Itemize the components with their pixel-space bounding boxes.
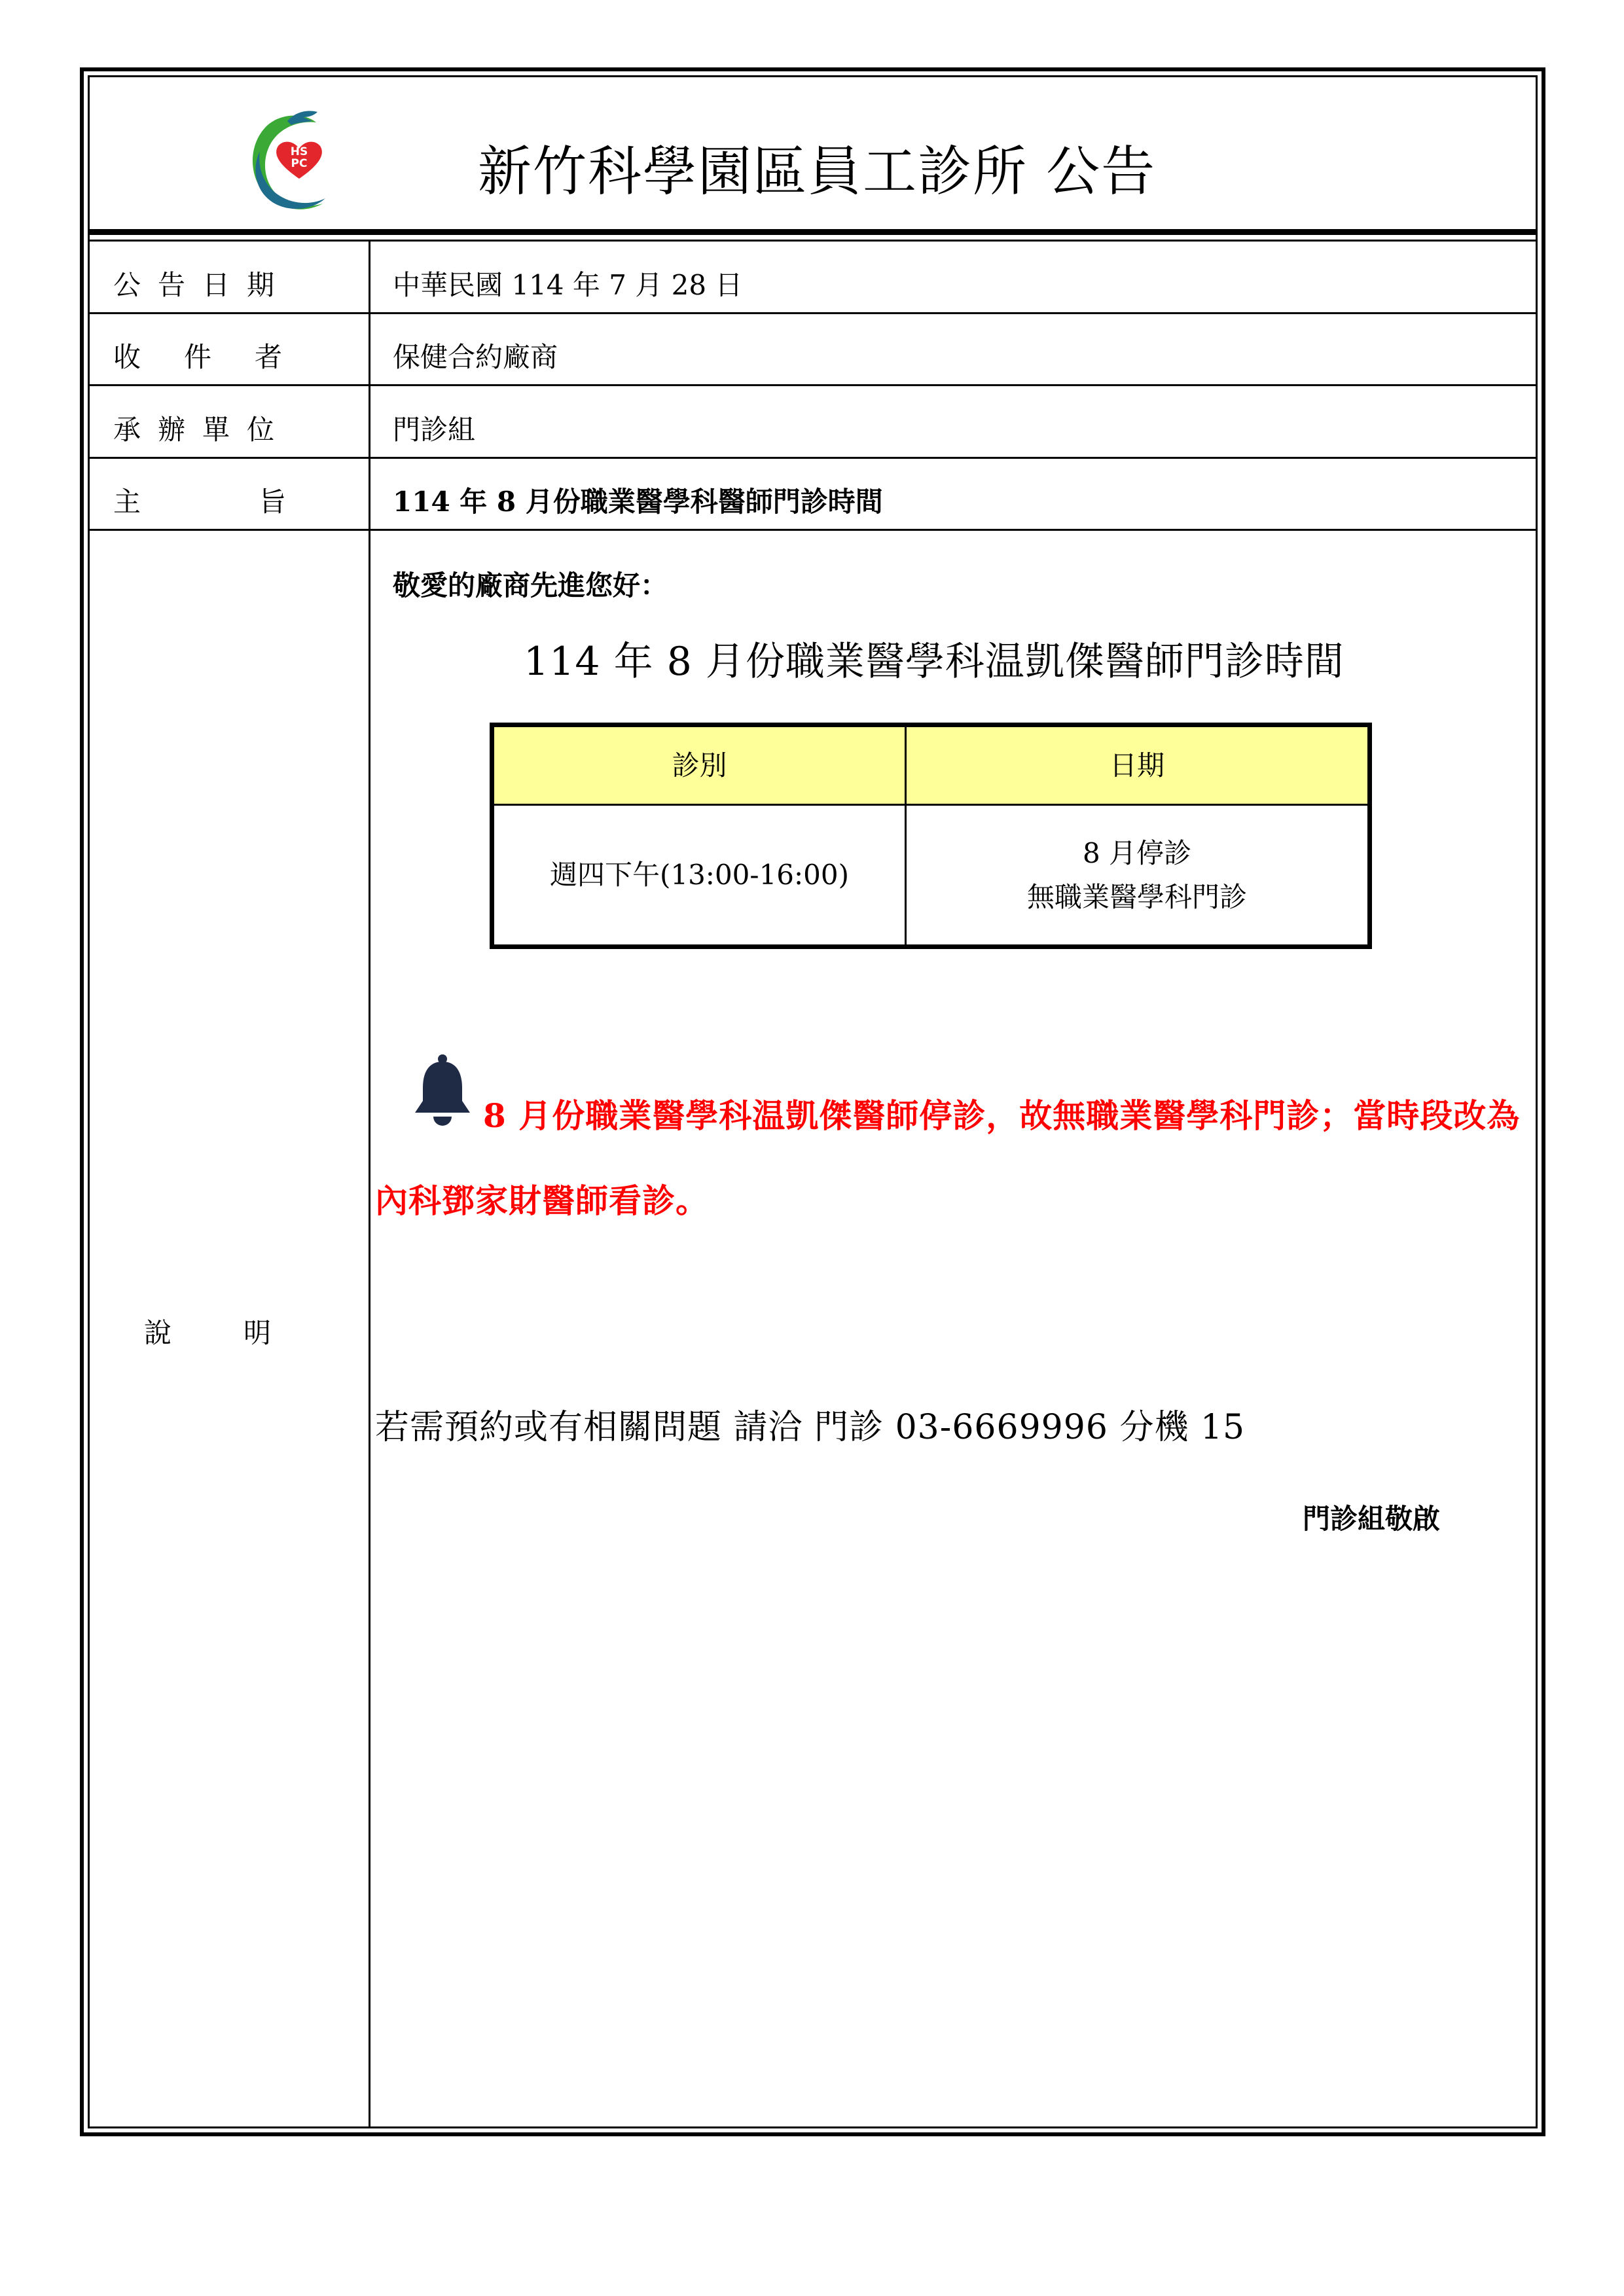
row-divider	[90, 312, 1536, 314]
header-divider	[90, 229, 1536, 235]
schedule-heading: 114 年 8 月份職業醫學科温凱傑醫師門診時間	[524, 639, 1344, 685]
svg-text:HS: HS	[290, 145, 308, 158]
row-divider	[90, 457, 1536, 459]
date-value: 中華民國 114 年 7 月 28 日	[393, 269, 743, 301]
subject-value: 114 年 8 月份職業醫學科醫師門診時間	[393, 486, 883, 518]
notice-text: 8 月份職業醫學科温凱傑醫師停診，故無職業醫學科門診；當時段改為內科鄧家財醫師看診。	[375, 1096, 1521, 1220]
schedule-date-line: 8 月停診	[1082, 836, 1192, 869]
schedule-cell-date	[907, 806, 1367, 944]
contact-info: 若需預約或有相關問題 請洽 門診 03-6669996 分機 15	[375, 1408, 1246, 1447]
svg-text:PC: PC	[291, 157, 308, 170]
signature: 門診組敬啟	[1303, 1503, 1441, 1535]
page-title: 新竹科學園區員工診所 公告	[478, 141, 1157, 203]
row-divider	[90, 384, 1536, 386]
greeting: 敬愛的廠商先進您好：	[393, 569, 668, 601]
unit-value: 門診組	[393, 414, 476, 446]
row-divider	[90, 529, 1536, 531]
schedule-date-line: 無職業醫學科門診	[1026, 881, 1247, 913]
row-divider	[90, 240, 1536, 242]
unit-label: 承辦單位	[113, 414, 292, 446]
schedule-table	[490, 723, 1372, 949]
schedule-header-session: 診別	[494, 727, 907, 806]
recipient-label: 收件者	[113, 341, 326, 373]
date-label: 公告日期	[113, 269, 292, 301]
description-label: 說明	[144, 1317, 344, 1349]
recipient-value: 保健合約廠商	[393, 341, 558, 373]
subject-label: 主旨	[113, 486, 405, 518]
schedule-cell-session: 週四下午(13:00-16:00)	[494, 806, 907, 944]
column-divider	[369, 240, 370, 2126]
hspc-logo	[239, 108, 337, 219]
schedule-header-date: 日期	[907, 727, 1367, 806]
